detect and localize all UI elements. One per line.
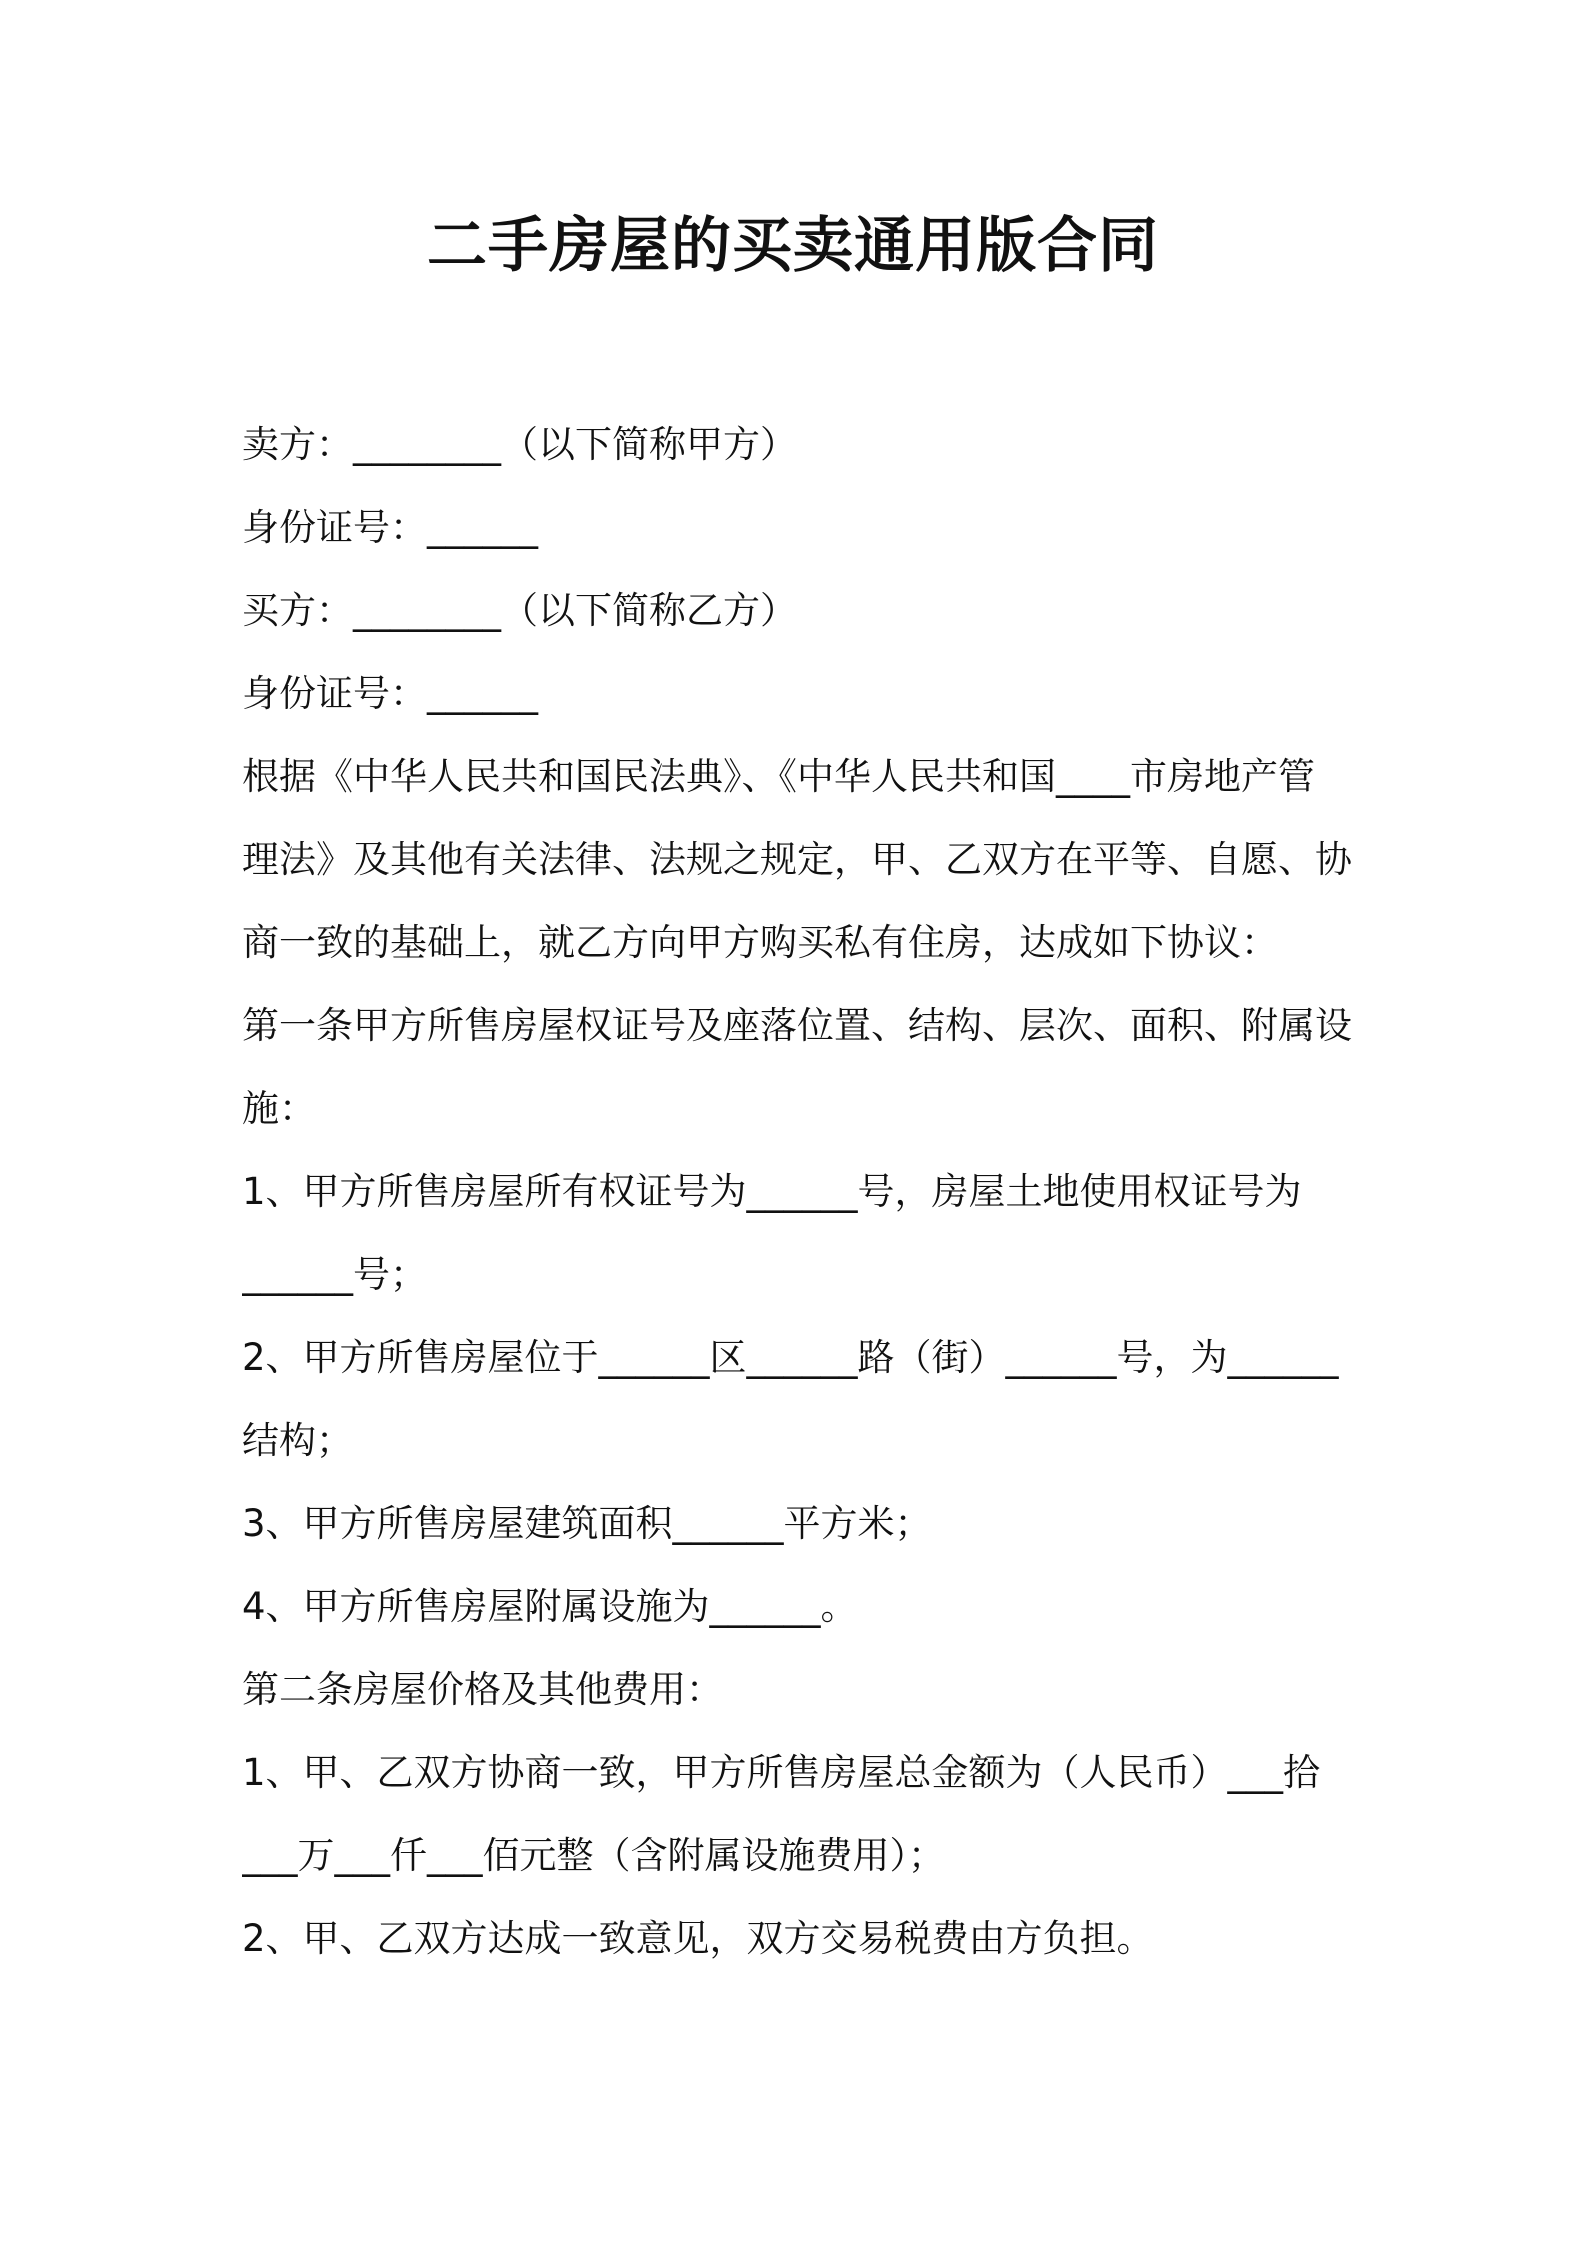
buyer-line: 买方：________（以下简称乙方） [242,589,797,632]
document-title: 二手房屋的买卖通用版合同 [427,211,1159,281]
seller-line: 卖方：________（以下简称甲方） [242,423,797,466]
buyer-id-line: 身份证号：______ [242,672,538,715]
article-1-item-1-line-2: ______号； [242,1253,427,1296]
preamble-line-2: 理法》及其他有关法律、法规之规定，甲、乙双方在平等、自愿、协 [242,838,1352,881]
article-1-heading-line-2: 施： [242,1087,316,1130]
preamble-line-3: 商一致的基础上，就乙方向甲方购买私有住房，达成如下协议： [242,921,1278,964]
article-1-item-3: 3、甲方所售房屋建筑面积______平方米； [242,1502,932,1545]
article-2-item-2: 2、甲、乙双方达成一致意见，双方交易税费由方负担。 [242,1917,1154,1960]
seller-id-line: 身份证号：______ [242,506,538,549]
article-2-item-1-line-2: ___万___仟___佰元整（含附属设施费用）； [242,1834,945,1877]
article-2-heading: 第二条房屋价格及其他费用： [242,1668,723,1711]
article-1-item-2-line-2: 结构； [242,1419,353,1462]
article-2-item-1-line-1: 1、甲、乙双方协商一致，甲方所售房屋总金额为（人民币）___拾 [242,1751,1321,1794]
contract-body [242,403,1358,1980]
article-1-heading-line-1: 第一条甲方所售房屋权证号及座落位置、结构、层次、面积、附属设 [242,1004,1352,1047]
preamble-line-1: 根据《中华人民共和国民法典》、《中华人民共和国____市房地产管 [242,755,1315,798]
article-1-item-2-line-1: 2、甲方所售房屋位于______区______路（街）______号，为______ [242,1336,1339,1379]
article-1-item-4: 4、甲方所售房屋附属设施为______。 [242,1585,858,1628]
article-1-item-1-line-1: 1、甲方所售房屋所有权证号为______号，房屋土地使用权证号为 [242,1170,1302,1213]
